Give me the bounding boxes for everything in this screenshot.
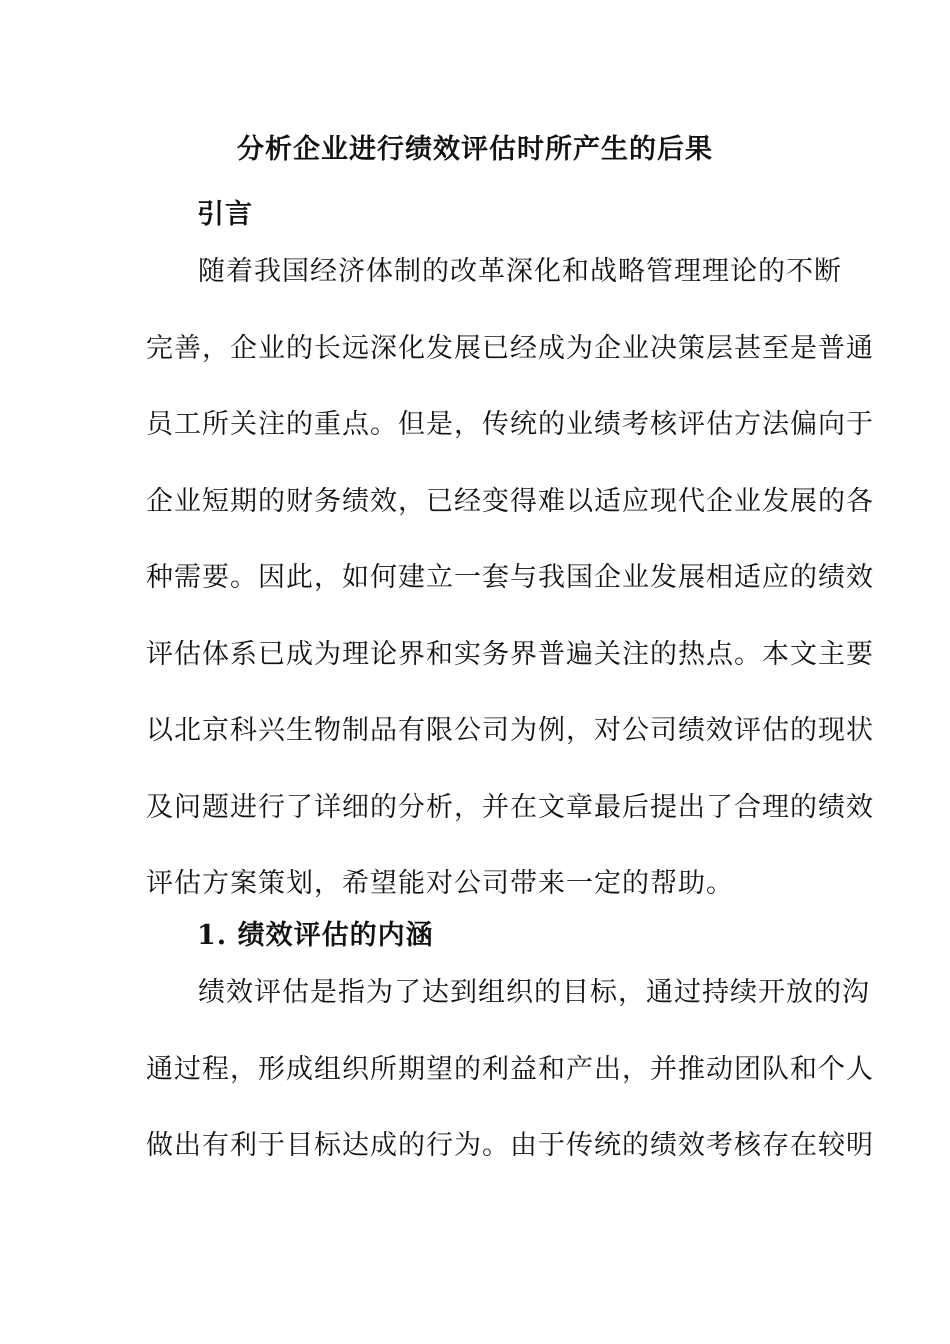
paragraph-line: 做出有利于目标达成的行为。由于传统的绩效考核存在较明 bbox=[146, 1130, 874, 1161]
paragraph-line: 评估体系已成为理论界和实务界普遍关注的热点。本文主要 bbox=[146, 638, 874, 670]
paragraph-line: 员工所关注的重点。但是，传统的业绩考核评估方法偏向于 bbox=[146, 409, 874, 440]
paragraph-line: 企业短期的财务绩效，已经变得难以适应现代企业发展的各 bbox=[146, 485, 874, 517]
section-heading-performance-evaluation: 1. 绩效评估的内涵 bbox=[197, 920, 434, 951]
paragraph-line: 及问题进行了详细的分析，并在文章最后提出了合理的绩效 bbox=[146, 791, 874, 823]
paragraph-line: 以北京科兴生物制品有限公司为例，对公司绩效评估的现状 bbox=[146, 715, 874, 746]
paragraph-line: 绩效评估是指为了达到组织的目标，通过持续开放的沟 bbox=[198, 977, 870, 1008]
paragraph-line: 随着我国经济体制的改革深化和战略管理理论的不断 bbox=[198, 256, 842, 287]
paragraph-introduction bbox=[146, 234, 874, 923]
paragraph-line: 通过程，形成组织所期望的利益和产出，并推动团队和个人 bbox=[146, 1053, 874, 1085]
paragraph-line: 种需要。因此，如何建立一套与我国企业发展相适应的绩效 bbox=[146, 562, 874, 593]
paragraph-performance-evaluation bbox=[146, 955, 874, 1185]
document-title: 分析企业进行绩效评估时所产生的后果 bbox=[237, 134, 713, 165]
paragraph-line: 完善，企业的长远深化发展已经成为企业决策层甚至是普通 bbox=[146, 332, 874, 364]
paragraph-line: 评估方案策划，希望能对公司带来一定的帮助。 bbox=[146, 868, 734, 899]
section-heading-introduction: 引言 bbox=[197, 199, 253, 230]
